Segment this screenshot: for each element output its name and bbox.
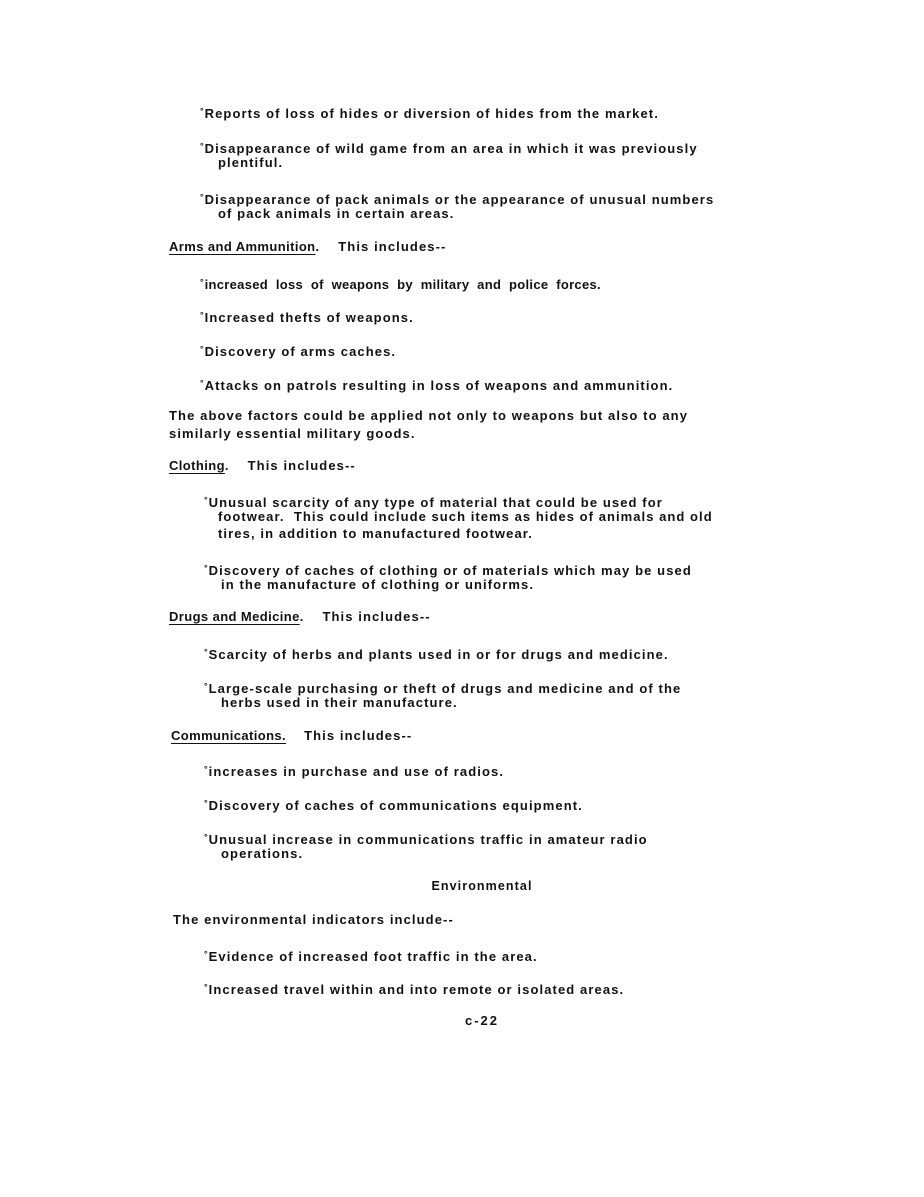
degree-bullet: ° (200, 344, 204, 354)
list-item-continuation: footwear. This could include such items as hides of animals and old (218, 509, 713, 524)
degree-bullet: ° (200, 192, 204, 202)
paragraph-line: similarly essential military goods. (169, 426, 416, 441)
paragraph-line: The above factors could be applied not only to weapons but also to any (169, 408, 689, 423)
list-item: °Discovery of arms caches. (200, 344, 397, 359)
degree-bullet: ° (204, 563, 208, 573)
list-item: °Reports of loss of hides or diversion of hides from the market. (200, 106, 659, 121)
degree-bullet: ° (200, 378, 204, 388)
section-heading-communications (171, 728, 412, 744)
list-item: °Unusual increase in communications traffic in amateur radio (204, 832, 648, 847)
degree-bullet: ° (204, 798, 208, 808)
degree-bullet: ° (204, 949, 208, 959)
degree-bullet: ° (200, 277, 204, 287)
list-item: °Evidence of increased foot traffic in the area. (204, 949, 538, 964)
list-item: °Attacks on patrols resulting in loss of weapons and ammunition. (200, 378, 674, 393)
page-number: c-22 (464, 1013, 500, 1028)
list-item-continuation: herbs used in their manufacture. (221, 695, 458, 710)
section-heading-environmental: Environmental (431, 879, 533, 893)
list-item: °increased loss of weapons by military and police forces. (200, 277, 601, 292)
list-item: °increases in purchase and use of radios. (204, 764, 505, 779)
list-item: °Scarcity of herbs and plants used in or for drugs and medicine. (204, 647, 669, 662)
degree-bullet: ° (204, 832, 208, 842)
section-heading-drugs: Drugs and Medicine. This includes-- (169, 609, 431, 624)
list-item: °Discovery of caches of clothing or of materials which may be used (204, 563, 692, 578)
section-intro: This includes-- (338, 239, 447, 254)
degree-bullet: ° (204, 764, 208, 774)
degree-bullet: ° (204, 681, 208, 691)
list-item: °Large-scale purchasing or theft of drugs and medicine and of the (204, 681, 682, 696)
degree-bullet: ° (204, 495, 208, 505)
list-item-continuation: plentiful. (218, 155, 284, 170)
section-title: Clothing (169, 458, 225, 473)
section-title: Communications. (171, 728, 287, 743)
section-intro: This includes-- (247, 458, 356, 473)
section-heading-arms: Arms and Ammunition. This includes-- (169, 239, 447, 254)
section-intro: This includes-- (304, 728, 413, 743)
list-item-continuation: tires, in addition to manufactured footwear. (218, 526, 533, 541)
section-title: Drugs and Medicine (169, 609, 300, 624)
list-item: °Disappearance of wild game from an area in which it was previously (200, 141, 698, 156)
degree-bullet: ° (204, 647, 208, 657)
section-heading-clothing: Clothing. This includes-- (169, 458, 356, 473)
degree-bullet: ° (200, 141, 204, 151)
list-item-continuation: of pack animals in certain areas. (218, 206, 455, 221)
paragraph-line: The environmental indicators include-- (173, 912, 454, 927)
list-item-continuation: operations. (221, 846, 304, 861)
list-item-continuation: in the manufacture of clothing or uniforms. (221, 577, 535, 592)
list-item: °Disappearance of pack animals or the appearance of unusual numbers (200, 192, 715, 207)
list-item: °Unusual scarcity of any type of material that could be used for (204, 495, 663, 510)
degree-bullet: ° (200, 106, 204, 116)
list-item: °Discovery of caches of communications equipment. (204, 798, 583, 813)
section-intro: This includes-- (322, 609, 431, 624)
degree-bullet: ° (200, 310, 204, 320)
list-item: °Increased thefts of weapons. (200, 310, 414, 325)
list-item: °Increased travel within and into remote or isolated areas. (204, 982, 625, 997)
degree-bullet: ° (204, 982, 208, 992)
section-title: Arms and Ammunition (169, 239, 316, 254)
